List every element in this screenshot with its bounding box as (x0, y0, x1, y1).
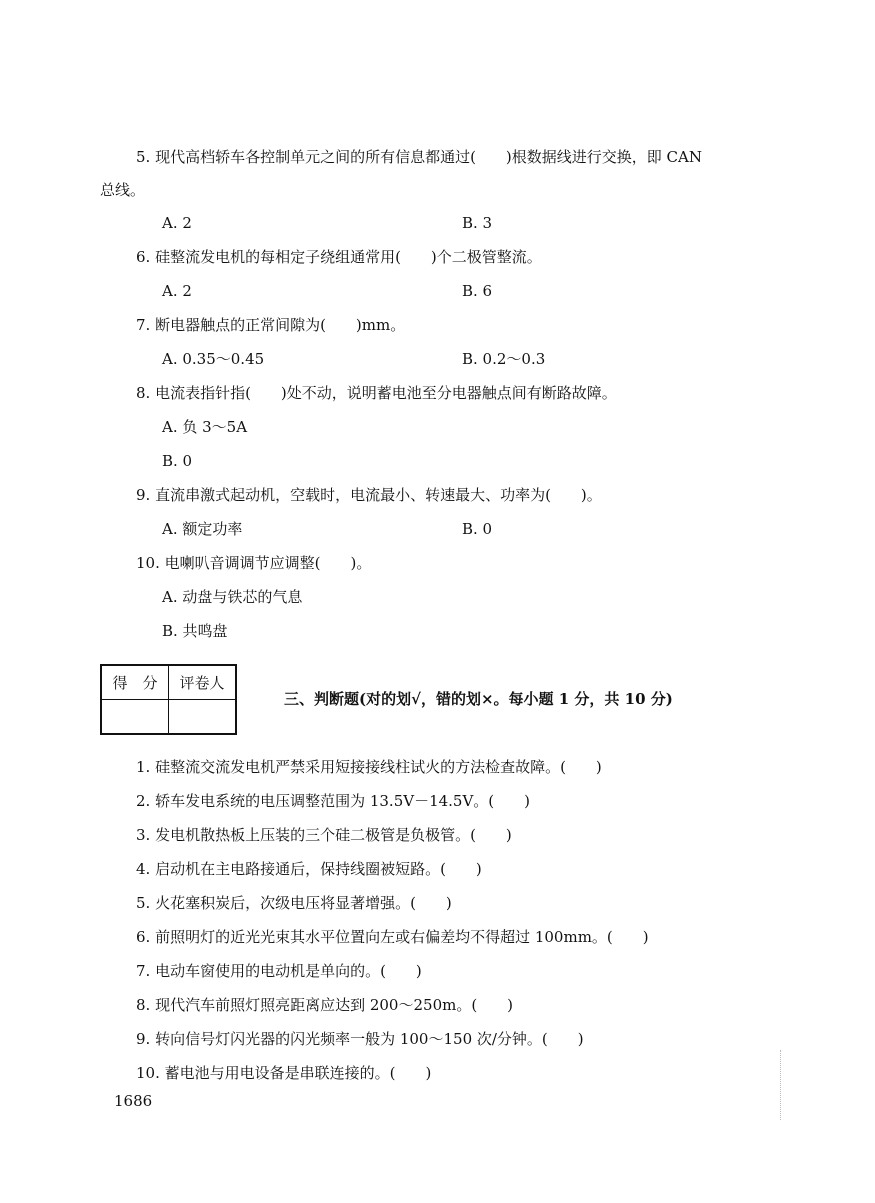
tf-item-8: 8. 现代汽车前照灯照亮距离应达到 200～250m。( ) (136, 996, 514, 1014)
grader-cell (169, 700, 237, 735)
scan-edge-mark (780, 1050, 783, 1120)
question-9-stem: 9. 直流串激式起动机，空载时，电流最小、转速最大、功率为( )。 (136, 486, 602, 504)
question-6-stem: 6. 硅整流发电机的每相定子绕组通常用( )个二极管整流。 (136, 248, 542, 266)
page-number: 1686 (114, 1092, 153, 1110)
score-box (100, 664, 237, 735)
question-9-option-b: B. 0 (462, 520, 493, 538)
question-10-stem: 10. 电喇叭音调调节应调整( )。 (136, 554, 372, 572)
question-5-option-b: B. 3 (462, 214, 493, 232)
question-7-option-b: B. 0.2～0.3 (462, 350, 546, 368)
tf-item-5: 5. 火花塞积炭后，次级电压将显著增强。( ) (136, 894, 452, 912)
question-5-stem-continued: 总线。 (100, 181, 146, 199)
tf-item-9: 9. 转向信号灯闪光器的闪光频率一般为 100～150 次/分钟。( ) (136, 1030, 584, 1048)
question-7-option-a: A. 0.35～0.45 (162, 350, 265, 368)
question-8-option-a: A. 负 3～5A (162, 418, 248, 436)
question-8-stem: 8. 电流表指针指( )处不动，说明蓄电池至分电器触点间有断路故障。 (136, 384, 617, 402)
tf-item-1: 1. 硅整流交流发电机严禁采用短接接线柱试火的方法检查故障。( ) (136, 758, 602, 776)
tf-item-7: 7. 电动车窗使用的电动机是单向的。( ) (136, 962, 422, 980)
tf-item-2: 2. 轿车发电系统的电压调整范围为 13.5V－14.5V。( ) (136, 792, 531, 810)
tf-item-6: 6. 前照明灯的近光光束其水平位置向左或右偏差均不得超过 100mm。( ) (136, 928, 649, 946)
question-10-option-a: A. 动盘与铁芯的气息 (162, 588, 303, 606)
grader-header: 评卷人 (169, 665, 237, 700)
question-10-option-b: B. 共鸣盘 (162, 622, 228, 640)
score-header: 得 分 (101, 665, 169, 700)
question-5-stem: 5. 现代高档轿车各控制单元之间的所有信息都通过( )根数据线进行交换，即 CAN (136, 148, 702, 166)
question-7-stem: 7. 断电器触点的正常间隙为( )mm。 (136, 316, 406, 334)
tf-item-3: 3. 发电机散热板上压装的三个硅二极管是负极管。( ) (136, 826, 512, 844)
tf-item-4: 4. 启动机在主电路接通后，保持线圈被短路。( ) (136, 860, 482, 878)
question-9-option-a: A. 额定功率 (162, 520, 243, 538)
question-8-option-b: B. 0 (162, 452, 193, 470)
section-3-title: 三、判断题(对的划√，错的划×。每小题 1 分，共 10 分) (284, 690, 673, 708)
tf-item-10: 10. 蓄电池与用电设备是串联连接的。( ) (136, 1064, 432, 1082)
question-6-option-a: A. 2 (162, 282, 192, 300)
question-5-option-a: A. 2 (162, 214, 192, 232)
score-cell (101, 700, 169, 735)
question-6-option-b: B. 6 (462, 282, 493, 300)
